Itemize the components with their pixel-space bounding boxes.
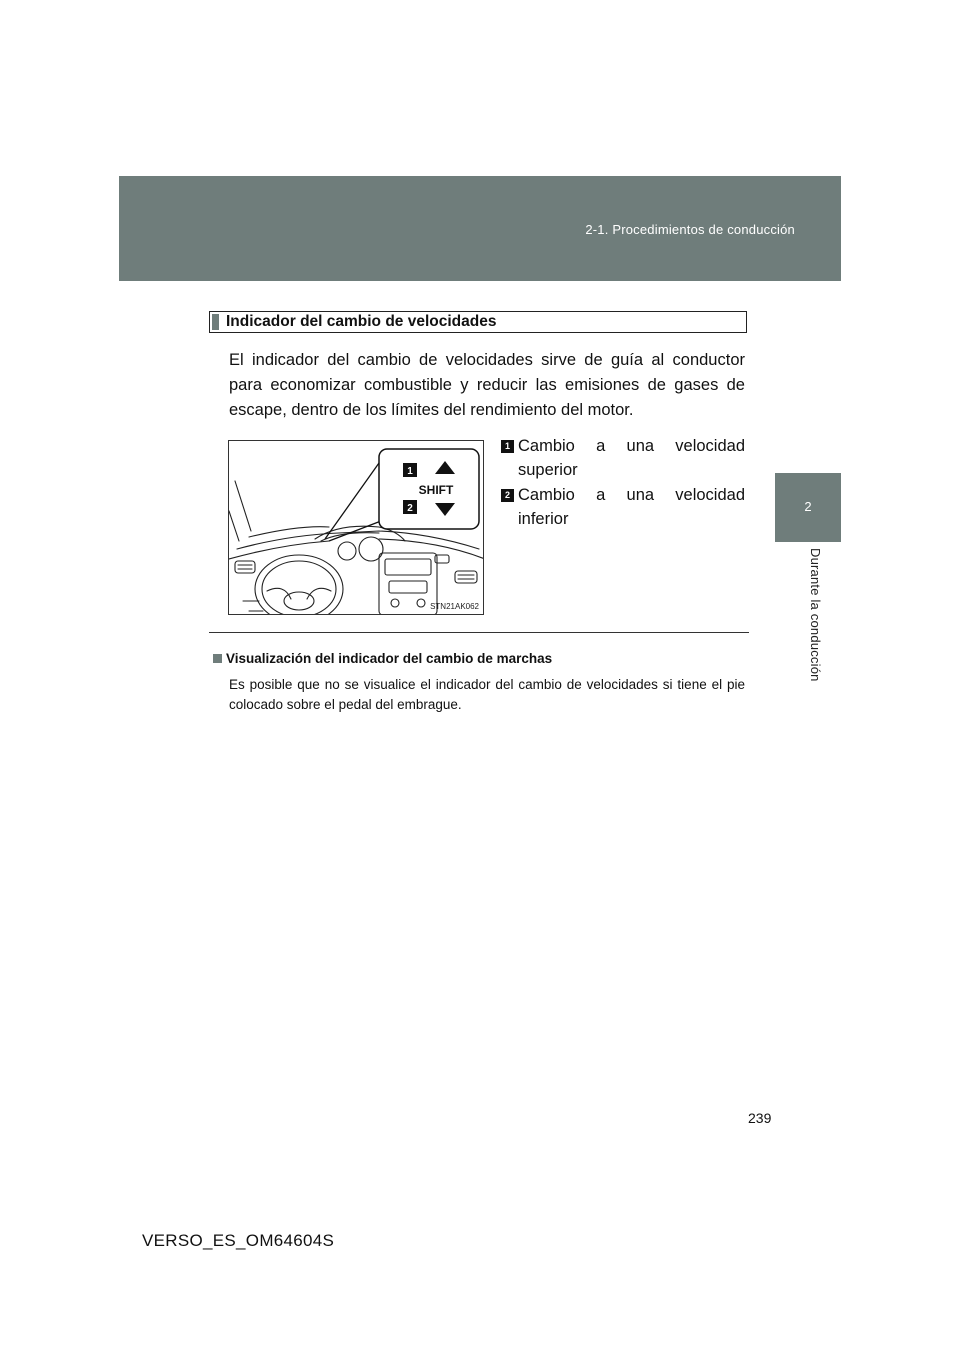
dashboard-drawing [229,441,484,615]
footer-code: VERSO_ES_OM64604S [142,1231,335,1250]
header-band [119,176,841,281]
callout-number: 1 [501,440,514,453]
callout-text: Cambio a una velocidad superior [518,437,745,479]
chapter-tab [775,473,841,542]
section-title: Indicador del cambio de velocidades [226,313,497,330]
title-marker [212,314,219,330]
note-title: Visualización del indicador del cambio de marchas [226,651,553,666]
chapter-label: Durante la conducción [808,548,823,682]
dashboard-illustration [228,440,484,615]
note-heading [213,651,552,666]
callout-item [501,483,745,531]
callout-marker-number: 1 [407,466,413,477]
callout-list [501,434,745,532]
page-number: 239 [748,1110,772,1126]
header-section-title: 2-1. Procedimientos de conducción [585,222,795,237]
intro-paragraph: El indicador del cambio de velocidades sirve de guía al conductor para economizar combustible y reducir las emisiones de gases de escape, dentro de los límites del rendimiento del motor. [229,351,745,419]
callout-marker-number: 2 [407,503,413,514]
callout-text: Cambio a una velocidad inferior [518,486,745,528]
note-bullet-icon [213,654,222,663]
shift-display-label: SHIFT [418,483,454,497]
chapter-number: 2 [804,499,812,514]
callout-number: 2 [501,489,514,502]
note-divider [209,632,749,633]
figure-code: STN21AK062 [430,602,479,611]
callout-item [501,434,745,482]
section-title-box [209,311,747,333]
note-body: Es posible que no se visualice el indicador del cambio de velocidades si tiene el pie colocado sobre el pedal del embrague. [229,677,745,712]
